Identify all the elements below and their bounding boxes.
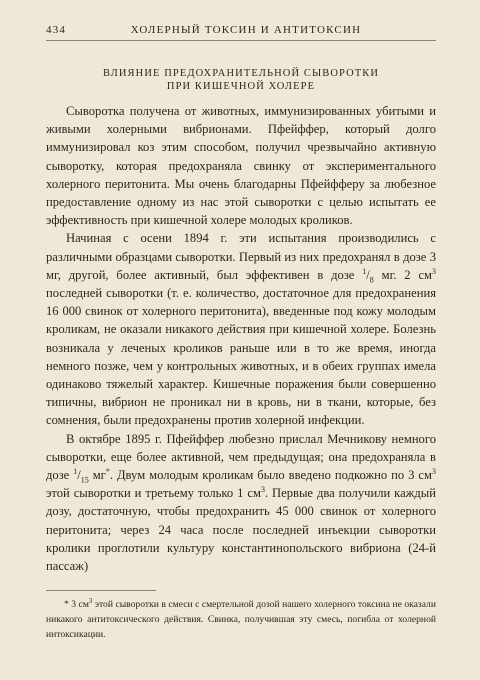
section-title-line-1: ВЛИЯНИЕ ПРЕДОХРАНИТЕЛЬНОЙ СЫВОРОТКИ: [102, 68, 380, 79]
dose-fraction-numerator: 1: [73, 466, 78, 476]
paragraph-3: В октябре 1895 г. Пфейффер любезно прислал Мечникову немного сыворотки, еще более активной, чем предыдущая; она предохраняла в дозе $^1/_{15}$ мг*. Двум молодым кроликам было введено подкожно по 3 $см^3$ этой сыворотки и третьему только 1 $см^3$. Первые два получили каждый дозу, достаточную, чтобы предохранить 45 000 свинок от холерного перитонита; через 24 часа после последней инъекции сыворотки кролики проглотили культуру константинопольского вибриона (24-й пассаж): [46, 431, 436, 574]
footnote-marker: *: [64, 599, 69, 611]
footnote-reference: *: [105, 466, 110, 476]
footnote-divider: [46, 590, 156, 591]
page-number: 434: [46, 24, 67, 36]
paragraph-3-text-b: мг: [88, 468, 106, 483]
footnote-text-b: этой сыворотки в смеси с смертельной дозой нашего холерного токсина не оказали никакого антитоксического действия. Свинка, получившая эту смесь, погибла от холерной интоксикации.: [46, 599, 436, 641]
running-title: ХОЛЕРНЫЙ ТОКСИН И АНТИТОКСИН: [130, 24, 362, 36]
cubic-superscript: 3: [88, 597, 93, 606]
paragraph-3-text-a: В октябре 1895 г. Пфейффер любезно прислал Мечникову немного сыворотки, еще более активной, чем предыдущая; она предохраняла в дозе: [46, 431, 436, 483]
footnote-text-a: 3 см: [68, 599, 89, 611]
cubic-superscript: 3: [432, 266, 436, 276]
footnote: [46, 597, 436, 642]
paragraph-2: Начиная с осени 1894 г. эти испытания производились с различными образцами сыворотки. Первый из них предохранял в дозе 3 мг, другой, более активный, был эффективен в дозе $^1/_8$ мг. 2 $см^3$ последней сыворотки (т. е. количество, достаточное для предохранения 16 000 свинок от холерного перитонита), введенные под кожу молодым кроликам, не оказали никакого действия при кишечной холере. Болезнь возникала у леченых кроликов раньше или в то же время, иногда немного позже, чем у контрольных животных, и в обеих группах имела одинаково тяжелый характер. Кишечные поражения были совершенно типичны, вибрион не проникал ни в кровь, ни в ткани, которые, без сомнения, были предохранены против холерной инфекции.: [46, 231, 436, 428]
cubic-superscript: 3: [260, 485, 265, 495]
dose-fraction-denominator: 8: [369, 275, 374, 285]
section-heading: [46, 67, 436, 93]
paragraph-3-text-d: этой сыворотки и третьему только 1 см: [46, 486, 261, 501]
dose-fraction-numerator: 1: [362, 266, 367, 276]
dose-fraction-denominator: 15: [80, 475, 89, 485]
paragraph-2-text-c: последней сыворотки (т. е. количество, достаточное для предохранения 16 000 свинок от холерного перитонита), введенные под кожу молодым кроликам, не оказали никакого действия при кишечной холере. Болезнь возникала у леченых кроликов раньше или в то же время, иногда немного позже, чем у контрольных животных, и в обеих группах имела одинаково тяжелый характер. Кишечные поражения были совершенно типичны, вибрион не проникал ни в кровь, ни в ткани, которые, без сомнения, были предохранены против холерной инфекции.: [46, 286, 436, 428]
paragraph-1: Сыворотка получена от животных, иммунизированных убитыми и живыми холерными вибрионами. Пфейффер, который долго иммунизировал коз этим способом, получил чрезвычайно активную сыворотку, которая предохраняла свинку от экспериментального холерного перитонита. Мы очень благодарны Пфейфферу за любезное предоставление одному из нас этой сыворотки с целью испытать ее эффективность при кишечной холере молодых кроликов.: [46, 104, 436, 228]
running-header: [46, 24, 436, 41]
cubic-superscript: 3: [432, 466, 436, 476]
paragraph-2-text-b: мг. 2 см: [373, 267, 432, 282]
paragraph-3-text-e: . Первые два получили каждый дозу, достаточную, чтобы предохранить 45 000 свинок от холерного перитонита; через 24 часа после последней инъекции сыворотки кролики проглотили культуру константинопольского вибриона (24-й пассаж): [46, 486, 436, 574]
section-title-line-2: ПРИ КИШЕЧНОЙ ХОЛЕРЕ: [166, 81, 316, 92]
paragraph-3-text-c: . Двум молодым кроликам было введено подкожно по 3 см: [109, 468, 432, 483]
paragraph-2-text-a: Начиная с осени 1894 г. эти испытания производились с различными образцами сыворотки. Первый из них предохранял в дозе 3 мг, другой, более активный, был эффективен в дозе: [46, 231, 436, 282]
